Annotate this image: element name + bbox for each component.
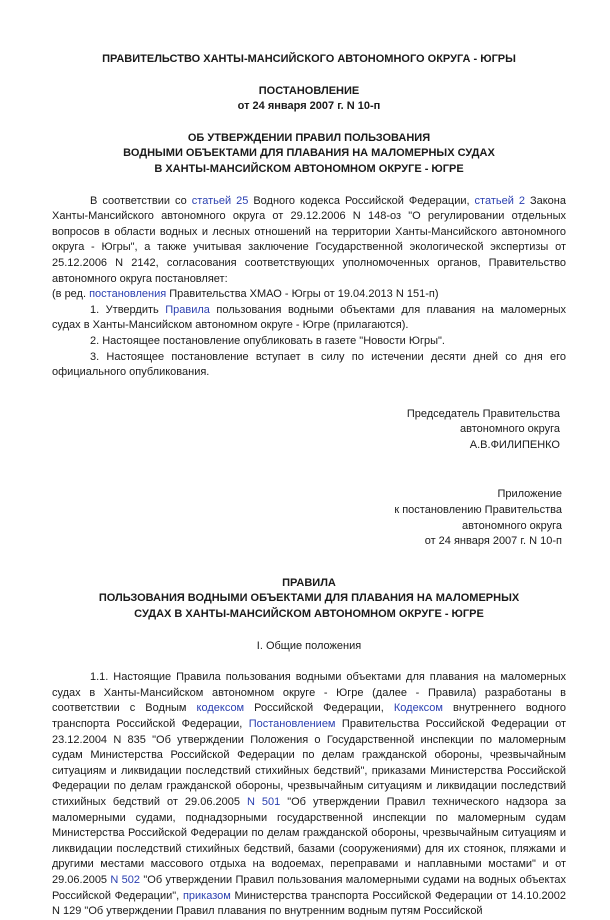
appendix-line-4: от 24 января 2007 г. N 10-п [424,535,562,548]
appendix-block [52,487,566,549]
link-order-ministry[interactable]: приказом [182,889,231,902]
rules-title-1: ПРАВИЛА [282,576,336,589]
section-heading: I. Общие положения [256,639,362,652]
signature-line-2: автономного округа [460,423,560,436]
document-title-line-3: В ХАНТЫ-МАНСИЙСКОМ АВТОНОМНОМ ОКРУГЕ - ЮГРЕ [154,162,464,175]
appendix-line-2: к постановлению Правительства [394,504,562,517]
signature-name: А.В.ФИЛИПЕНКО [469,438,560,451]
appendix-line-1: Приложение [497,488,562,501]
link-article-2[interactable]: статьей 2 [474,194,525,207]
link-resolution[interactable]: постановления [89,288,167,301]
clause-1-1 [52,670,566,920]
item-1 [52,303,566,334]
preamble-paragraph [52,194,566,288]
document-type: ПОСТАНОВЛЕНИЕ [258,84,360,97]
link-transport-code[interactable]: Кодексом [393,702,443,715]
link-order-501[interactable]: N 501 [246,795,281,808]
edition-text-1: (в ред. [52,288,90,301]
rules-title-2: ПОЛЬЗОВАНИЯ ВОДНЫМИ ОБЪЕКТАМИ ДЛЯ ПЛАВАНИЯ НА МАЛОМЕРНЫХ [98,592,520,605]
preamble-text-3: Закона Ханты-Мансийского автономного округа от 29.12.2006 N 148-оз "О регулировании отдельных вопросов в области водных и лесных отношений на территории Ханты-Мансийского автономного округа - Югры", а также учитывая заключение Государственной экологической экспертизы от 25.12.2006 N 2142, согласования соответствующих уполномоченных органов, Правительство автономного округа постановляет: [52,194,566,285]
link-government-resolution[interactable]: Постановлением [248,718,336,730]
clause-text-4: Правительства Российской Федерации от 23.12.2004 N 835 "Об утверждении Положения о Государственной инспекции по маломерным судам Министерства Российской Федерации по делам гражданской обороны, чрезвычайным ситуациям и ликвидации последствий стихийных бедствий", приказами Министерства Российской Федерации по делам гражданской обороны, чрезвычайным ситуациям и ликвидации последствий стихийных бедствий от 29.06.2005 [52,718,566,808]
clause-text-2: Российской Федерации, [244,702,394,715]
link-water-code[interactable]: кодексом [196,702,245,715]
preamble-text-1: В соответствии со [90,194,192,207]
document-title-line-2: ВОДНЫМИ ОБЪЕКТАМИ ДЛЯ ПЛАВАНИЯ НА МАЛОМЕРНЫХ СУДАХ [123,147,495,160]
edition-text-2: Правительства ХМАО - Югры от 19.04.2013 N 151-п) [166,288,439,301]
item-2: 2. Настоящее постановление опубликовать в газете "Новости Югры". [90,334,445,347]
item-3: 3. Настоящее постановление вступает в силу по истечении десяти дней со дня его официального опубликования. [52,350,566,379]
clause-text-3: внутреннего водного транспорта Российской Федерации, [52,702,566,730]
document-date: от 24 января 2007 г. N 10-п [237,100,381,113]
link-article-25[interactable]: статьей 25 [191,194,249,207]
item-1-text-2: пользования водными объектами для плавания на маломерных судах в Ханты-Мансийском автономном округе - Югре (прилагаются). [52,303,566,332]
signature-block [52,407,566,454]
preamble-text-2: Водного кодекса Российской Федерации, [248,194,475,207]
document-title-line-1: ОБ УТВЕРЖДЕНИИ ПРАВИЛ ПОЛЬЗОВАНИЯ [187,131,431,144]
rules-title-3: СУДАХ В ХАНТЫ-МАНСИЙСКОМ АВТОНОМНОМ ОКРУГЕ - ЮГРЕ [134,608,484,621]
appendix-line-3: автономного округа [462,519,562,532]
edition-note [52,287,566,303]
link-rules[interactable]: Правила [165,303,210,316]
clause-text-5: "Об утверждении Правил технического надзора за маломерными судами, поднадзорными государственной инспекции по маломерным судам Министерства Российской Федерации по делам гражданской обороны, чрезвычайным ситуациям и ликвидации последствий стихийных бедствий, базами (сооружениями) для их стоянок, пляжами и другими местами массового отдыха на водоемах, переправами и наплавными мостами" и от 29.06.2005 [52,795,566,886]
government-heading: ПРАВИТЕЛЬСТВО ХАНТЫ-МАНСИЙСКОГО АВТОНОМНОГО ОКРУГА - ЮГРЫ [102,53,516,65]
clause-text-7: Министерства транспорта Российской Федерации от 14.10.2002 N 129 "Об утверждении Правил плавания по внутренним водным путям Российской [52,889,566,918]
clause-text-1: 1.1. Настоящие Правила пользования водными объектами для плавания на маломерных судах в Ханты-Мансийском автономном округе - Югре (далее - Правила) разработаны в соответствии с Водным [52,671,566,715]
signature-line-1: Председатель Правительства [406,407,560,420]
link-order-502[interactable]: N 502 [110,873,141,886]
clause-text-6: "Об утверждении Правил пользования маломерными судами на водных объектах Российской Федерации", [52,873,566,902]
item-1-text-1: 1. Утвердить [90,303,166,316]
